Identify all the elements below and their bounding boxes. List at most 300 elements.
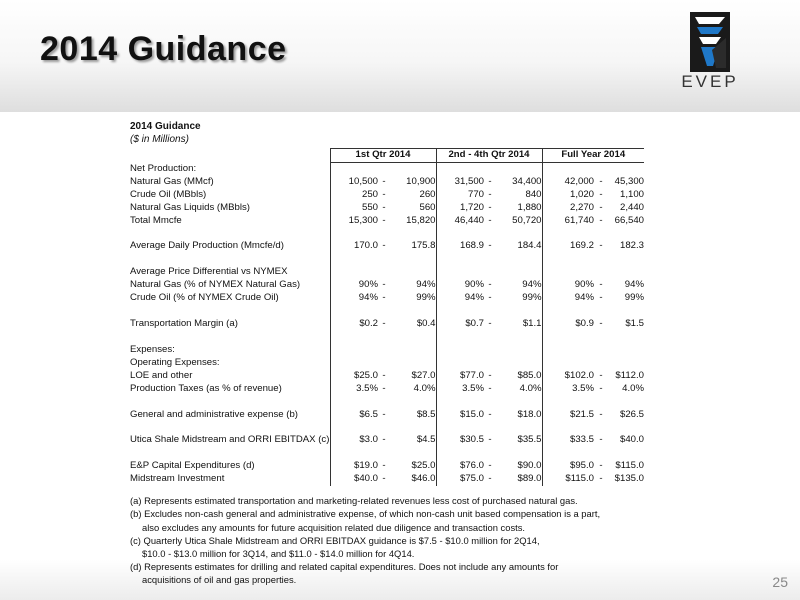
- guidance-section: [130, 120, 670, 587]
- spacer-cell: [390, 227, 436, 240]
- range-low: $3.0: [330, 434, 378, 447]
- range-low: 46,440: [436, 215, 484, 228]
- spacer-cell: [436, 305, 484, 318]
- range-high: $26.5: [619, 408, 644, 420]
- spacer-cell: [542, 447, 594, 460]
- range-dash: -: [488, 460, 492, 472]
- range-low: 168.9: [436, 240, 484, 253]
- column-header: 1st Qtr 2014: [330, 149, 436, 163]
- spacer-cell: [378, 253, 390, 266]
- row-label: Natural Gas (MMcf): [130, 175, 214, 187]
- footnote-continuation: $10.0 - $13.0 million for 3Q14, and $11.0 - $14.0 million for 4Q14.: [142, 548, 415, 560]
- range-dash: [378, 162, 390, 175]
- range-dash: [594, 162, 608, 175]
- range-dash: -: [488, 434, 492, 446]
- spacer-cell: [484, 396, 496, 409]
- range-high: $35.5: [517, 434, 542, 446]
- row-label: Net Production:: [130, 162, 197, 174]
- footnote: [130, 560, 670, 586]
- row-label: E&P Capital Expenditures (d): [130, 460, 255, 472]
- range-low: $21.5: [542, 409, 594, 422]
- spacer-cell: [390, 305, 436, 318]
- range-dash: -: [488, 369, 492, 381]
- range-low: [330, 162, 378, 175]
- spacer-cell: [542, 253, 594, 266]
- range-low: $0.9: [542, 318, 594, 331]
- range-dash: -: [382, 188, 386, 200]
- range-dash: [484, 162, 496, 175]
- range-dash: -: [599, 279, 603, 291]
- range-high: $25.0: [411, 460, 436, 472]
- range-dash: -: [382, 408, 386, 420]
- table-row: [130, 279, 644, 292]
- table-row: [130, 460, 644, 473]
- table-spacer-row: [130, 305, 644, 318]
- range-dash: -: [488, 318, 492, 330]
- spacer-cell: [608, 305, 644, 318]
- range-low: 3.5%: [542, 383, 594, 396]
- spacer-cell: [390, 447, 436, 460]
- range-low: [542, 344, 594, 357]
- table-row: [130, 189, 644, 202]
- range-low: $33.5: [542, 434, 594, 447]
- range-low: 15,300: [330, 215, 378, 228]
- range-high: 15,820: [406, 214, 436, 226]
- range-high: 182.3: [619, 240, 644, 252]
- range-high: [496, 266, 542, 279]
- range-dash: -: [382, 460, 386, 472]
- column-header: 2nd - 4th Qtr 2014: [436, 149, 542, 163]
- footnote: [130, 534, 670, 560]
- spacer-cell: [484, 421, 496, 434]
- range-low: [436, 357, 484, 370]
- range-low: $115.0: [542, 473, 594, 486]
- spacer-cell: [594, 227, 608, 240]
- spacer-cell: [378, 305, 390, 318]
- range-high: $89.0: [517, 473, 542, 485]
- range-low: 169.2: [542, 240, 594, 253]
- range-dash: -: [488, 279, 492, 291]
- spacer-cell: [330, 227, 378, 240]
- row-label: Production Taxes (as % of revenue): [130, 382, 282, 394]
- spacer-cell: [436, 331, 484, 344]
- range-dash: -: [382, 434, 386, 446]
- range-low: 94%: [436, 292, 484, 305]
- spacer-cell: [330, 421, 378, 434]
- range-low: 42,000: [542, 176, 594, 189]
- table-row: [130, 473, 644, 486]
- column-header: Full Year 2014: [542, 149, 644, 163]
- table-subheading: ($ in Millions): [130, 134, 189, 145]
- range-high: 4.0%: [413, 382, 436, 394]
- range-high: 10,900: [406, 175, 436, 187]
- table-spacer-row: [130, 253, 644, 266]
- footnote-text: (b) Excludes non-cash general and administrative expense, of which non-cash unit based compensation is a part,: [130, 508, 601, 520]
- spacer-cell: [484, 227, 496, 240]
- spacer-cell: [542, 396, 594, 409]
- range-low: [542, 162, 594, 175]
- range-low: $40.0: [330, 473, 378, 486]
- range-dash: [378, 266, 390, 279]
- range-dash: -: [382, 175, 386, 187]
- range-low: $76.0: [436, 460, 484, 473]
- spacer-cell: [436, 253, 484, 266]
- table-row: [130, 202, 644, 215]
- range-dash: -: [599, 214, 603, 226]
- range-dash: -: [382, 201, 386, 213]
- range-high: 175.8: [411, 240, 436, 252]
- range-dash: -: [488, 214, 492, 226]
- range-dash: -: [382, 473, 386, 485]
- spacer-cell: [330, 447, 378, 460]
- slide-title: 2014 Guidance: [40, 30, 287, 68]
- row-label: Transportation Margin (a): [130, 318, 238, 330]
- range-dash: -: [599, 382, 603, 394]
- footnote: [130, 494, 670, 507]
- range-dash: -: [488, 188, 492, 200]
- range-dash: -: [599, 460, 603, 472]
- spacer-cell: [130, 253, 330, 266]
- row-label: Operating Expenses:: [130, 356, 220, 368]
- range-high: [608, 357, 644, 370]
- range-high: 1,100: [619, 188, 644, 200]
- table-spacer-row: [130, 331, 644, 344]
- table-row: [130, 266, 644, 279]
- spacer-cell: [436, 421, 484, 434]
- table-row: [130, 176, 644, 189]
- spacer-cell: [436, 227, 484, 240]
- spacer-cell: [594, 447, 608, 460]
- spacer-cell: [330, 396, 378, 409]
- range-dash: [484, 344, 496, 357]
- range-high: 99%: [416, 292, 436, 304]
- range-low: [542, 357, 594, 370]
- range-dash: -: [599, 175, 603, 187]
- spacer-cell: [542, 421, 594, 434]
- row-label: Average Price Differential vs NYMEX: [130, 266, 288, 278]
- spacer-cell: [594, 421, 608, 434]
- range-low: 10,500: [330, 176, 378, 189]
- range-high: $90.0: [517, 460, 542, 472]
- range-high: [496, 344, 542, 357]
- table-row: [130, 357, 644, 370]
- range-high: 94%: [416, 279, 436, 291]
- range-dash: -: [382, 240, 386, 252]
- range-low: $0.7: [436, 318, 484, 331]
- spacer-cell: [330, 253, 378, 266]
- spacer-cell: [390, 253, 436, 266]
- spacer-cell: [496, 396, 542, 409]
- spacer-cell: [496, 421, 542, 434]
- row-label: General and administrative expense (b): [130, 408, 298, 420]
- row-label: Expenses:: [130, 343, 175, 355]
- table-row: [130, 344, 644, 357]
- spacer-cell: [378, 396, 390, 409]
- range-low: 3.5%: [436, 383, 484, 396]
- range-high: [608, 162, 644, 175]
- range-dash: -: [488, 382, 492, 394]
- range-low: [330, 344, 378, 357]
- range-high: $85.0: [517, 369, 542, 381]
- range-dash: [594, 357, 608, 370]
- spacer-cell: [436, 396, 484, 409]
- range-high: [390, 357, 436, 370]
- range-high: $8.5: [416, 408, 436, 420]
- table-spacer-row: [130, 396, 644, 409]
- range-high: 2,440: [619, 201, 644, 213]
- range-dash: -: [382, 214, 386, 226]
- spacer-cell: [608, 331, 644, 344]
- table-spacer-row: [130, 447, 644, 460]
- table-row: [130, 215, 644, 228]
- row-label: Crude Oil (% of NYMEX Crude Oil): [130, 292, 279, 304]
- range-low: 1,720: [436, 202, 484, 215]
- range-high: $135.0: [614, 473, 644, 485]
- spacer-cell: [390, 396, 436, 409]
- table-spacer-row: [130, 227, 644, 240]
- range-high: [390, 344, 436, 357]
- range-high: 50,720: [512, 214, 542, 226]
- range-dash: -: [488, 240, 492, 252]
- spacer-cell: [378, 421, 390, 434]
- table-row: [130, 240, 644, 253]
- range-low: 90%: [330, 279, 378, 292]
- range-dash: -: [599, 434, 603, 446]
- range-low: 94%: [542, 292, 594, 305]
- range-high: 99%: [624, 292, 644, 304]
- range-high: $112.0: [615, 369, 644, 381]
- range-dash: [378, 357, 390, 370]
- spacer-cell: [496, 227, 542, 240]
- spacer-cell: [130, 421, 330, 434]
- footnote-text: (a) Represents estimated transportation and marketing-related revenues less cost of purchased natural gas.: [130, 495, 578, 507]
- range-low: $15.0: [436, 409, 484, 422]
- range-high: $27.0: [411, 369, 436, 381]
- row-label: Natural Gas Liquids (MBbls): [130, 201, 250, 213]
- table-row: [130, 162, 644, 175]
- range-high: [496, 162, 542, 175]
- range-high: 99%: [522, 292, 542, 304]
- range-dash: [594, 344, 608, 357]
- range-dash: -: [599, 318, 603, 330]
- spacer-cell: [608, 253, 644, 266]
- range-dash: [594, 266, 608, 279]
- range-low: 1,020: [542, 189, 594, 202]
- row-label: Average Daily Production (Mmcfe/d): [130, 240, 284, 252]
- range-dash: -: [382, 318, 386, 330]
- range-high: 840: [525, 188, 542, 200]
- range-high: 260: [419, 188, 436, 200]
- spacer-cell: [542, 227, 594, 240]
- range-low: 31,500: [436, 176, 484, 189]
- spacer-cell: [542, 305, 594, 318]
- range-dash: -: [382, 369, 386, 381]
- range-high: [390, 266, 436, 279]
- range-low: $102.0: [542, 370, 594, 383]
- spacer-cell: [594, 396, 608, 409]
- range-low: $6.5: [330, 409, 378, 422]
- spacer-cell: [484, 447, 496, 460]
- spacer-cell: [390, 331, 436, 344]
- spacer-cell: [496, 305, 542, 318]
- range-high: [608, 266, 644, 279]
- range-low: [436, 266, 484, 279]
- range-low: $77.0: [436, 370, 484, 383]
- range-high: 94%: [624, 279, 644, 291]
- range-low: 90%: [436, 279, 484, 292]
- range-low: 250: [330, 189, 378, 202]
- spacer-cell: [378, 331, 390, 344]
- range-dash: -: [488, 201, 492, 213]
- spacer-cell: [608, 447, 644, 460]
- spacer-cell: [608, 396, 644, 409]
- spacer-cell: [390, 421, 436, 434]
- range-low: $30.5: [436, 434, 484, 447]
- range-low: [330, 266, 378, 279]
- footnote: [130, 507, 670, 533]
- footnote-text: (d) Represents estimates for drilling and related capital expenditures. Does not include any amounts for: [130, 561, 559, 573]
- range-dash: -: [382, 292, 386, 304]
- logo-mark-icon: [686, 10, 734, 74]
- range-dash: -: [382, 279, 386, 291]
- table-row: [130, 370, 644, 383]
- range-high: $0.4: [416, 318, 436, 330]
- spacer-cell: [484, 253, 496, 266]
- table-row: [130, 292, 644, 305]
- range-low: 3.5%: [330, 383, 378, 396]
- spacer-cell: [330, 331, 378, 344]
- range-low: 170.0: [330, 240, 378, 253]
- range-low: $25.0: [330, 370, 378, 383]
- spacer-cell: [130, 331, 330, 344]
- range-high: 560: [419, 201, 436, 213]
- range-low: $19.0: [330, 460, 378, 473]
- range-high: 45,300: [614, 175, 644, 187]
- range-high: $1.5: [625, 318, 644, 330]
- range-high: [496, 357, 542, 370]
- spacer-cell: [330, 305, 378, 318]
- spacer-cell: [608, 421, 644, 434]
- spacer-cell: [436, 447, 484, 460]
- range-dash: -: [382, 382, 386, 394]
- range-low: [436, 344, 484, 357]
- spacer-cell: [378, 447, 390, 460]
- range-dash: -: [599, 408, 603, 420]
- table-row: [130, 434, 644, 447]
- range-high: $1.1: [522, 318, 542, 330]
- row-label: Utica Shale Midstream and ORRI EBITDAX (c): [130, 434, 330, 446]
- range-high: 4.0%: [622, 382, 644, 394]
- spacer-cell: [594, 305, 608, 318]
- company-logo: [660, 10, 760, 102]
- range-dash: -: [599, 292, 603, 304]
- range-high: $4.5: [416, 434, 436, 446]
- row-label: Natural Gas (% of NYMEX Natural Gas): [130, 279, 301, 291]
- range-low: 2,270: [542, 202, 594, 215]
- range-high: $46.0: [411, 473, 436, 485]
- range-low: 550: [330, 202, 378, 215]
- range-low: [436, 162, 484, 175]
- range-dash: -: [599, 201, 603, 213]
- spacer-cell: [594, 331, 608, 344]
- range-low: 94%: [330, 292, 378, 305]
- range-high: 66,540: [614, 214, 644, 226]
- logo-text: EVEP: [681, 72, 739, 91]
- range-dash: [378, 344, 390, 357]
- spacer-cell: [378, 227, 390, 240]
- range-high: [390, 162, 436, 175]
- range-high: [608, 344, 644, 357]
- spacer-cell: [608, 227, 644, 240]
- row-label: Crude Oil (MBbls): [130, 188, 207, 200]
- spacer-cell: [496, 253, 542, 266]
- footnote-continuation: acquisitions of oil and gas properties.: [142, 574, 297, 586]
- range-low: $95.0: [542, 460, 594, 473]
- range-high: 184.4: [517, 240, 542, 252]
- range-dash: -: [599, 240, 603, 252]
- range-high: $40.0: [619, 434, 644, 446]
- page-number: 25: [772, 574, 788, 590]
- range-high: 1,880: [517, 201, 542, 213]
- range-high: 94%: [522, 279, 542, 291]
- range-dash: -: [488, 292, 492, 304]
- range-dash: -: [599, 473, 603, 485]
- range-high: $115.0: [615, 460, 644, 472]
- table-row: [130, 383, 644, 396]
- footnote-text: (c) Quarterly Utica Shale Midstream and ORRI EBITDAX guidance is $7.5 - $10.0 million for 2Q14,: [130, 534, 540, 546]
- range-dash: [484, 357, 496, 370]
- table-header-row: [130, 149, 644, 163]
- table-heading: 2014 Guidance: [130, 121, 201, 132]
- row-label: LOE and other: [130, 369, 193, 381]
- row-label: Midstream Investment: [130, 473, 225, 485]
- range-low: 770: [436, 189, 484, 202]
- header-spacer: [130, 149, 330, 163]
- range-dash: [484, 266, 496, 279]
- spacer-cell: [130, 227, 330, 240]
- range-high: 34,400: [512, 175, 542, 187]
- range-dash: -: [488, 408, 492, 420]
- table-spacer-row: [130, 421, 644, 434]
- spacer-cell: [542, 331, 594, 344]
- range-dash: -: [599, 369, 603, 381]
- spacer-cell: [484, 331, 496, 344]
- spacer-cell: [130, 305, 330, 318]
- range-low: 90%: [542, 279, 594, 292]
- range-dash: -: [488, 175, 492, 187]
- spacer-cell: [496, 331, 542, 344]
- footnote-continuation: also excludes any amounts for future acquisition related due diligence and transaction costs.: [142, 521, 526, 533]
- range-high: $18.0: [517, 408, 542, 420]
- range-low: [542, 266, 594, 279]
- range-low: $75.0: [436, 473, 484, 486]
- table-row: [130, 409, 644, 422]
- spacer-cell: [130, 447, 330, 460]
- range-low: [330, 357, 378, 370]
- footnotes: [130, 494, 670, 586]
- table-row: [130, 318, 644, 331]
- range-dash: -: [599, 188, 603, 200]
- spacer-cell: [130, 396, 330, 409]
- row-label: Total Mmcfe: [130, 214, 182, 226]
- spacer-cell: [594, 253, 608, 266]
- spacer-cell: [496, 447, 542, 460]
- range-low: $0.2: [330, 318, 378, 331]
- guidance-table: [130, 148, 644, 486]
- range-high: 4.0%: [519, 382, 542, 394]
- range-dash: -: [488, 473, 492, 485]
- range-low: 61,740: [542, 215, 594, 228]
